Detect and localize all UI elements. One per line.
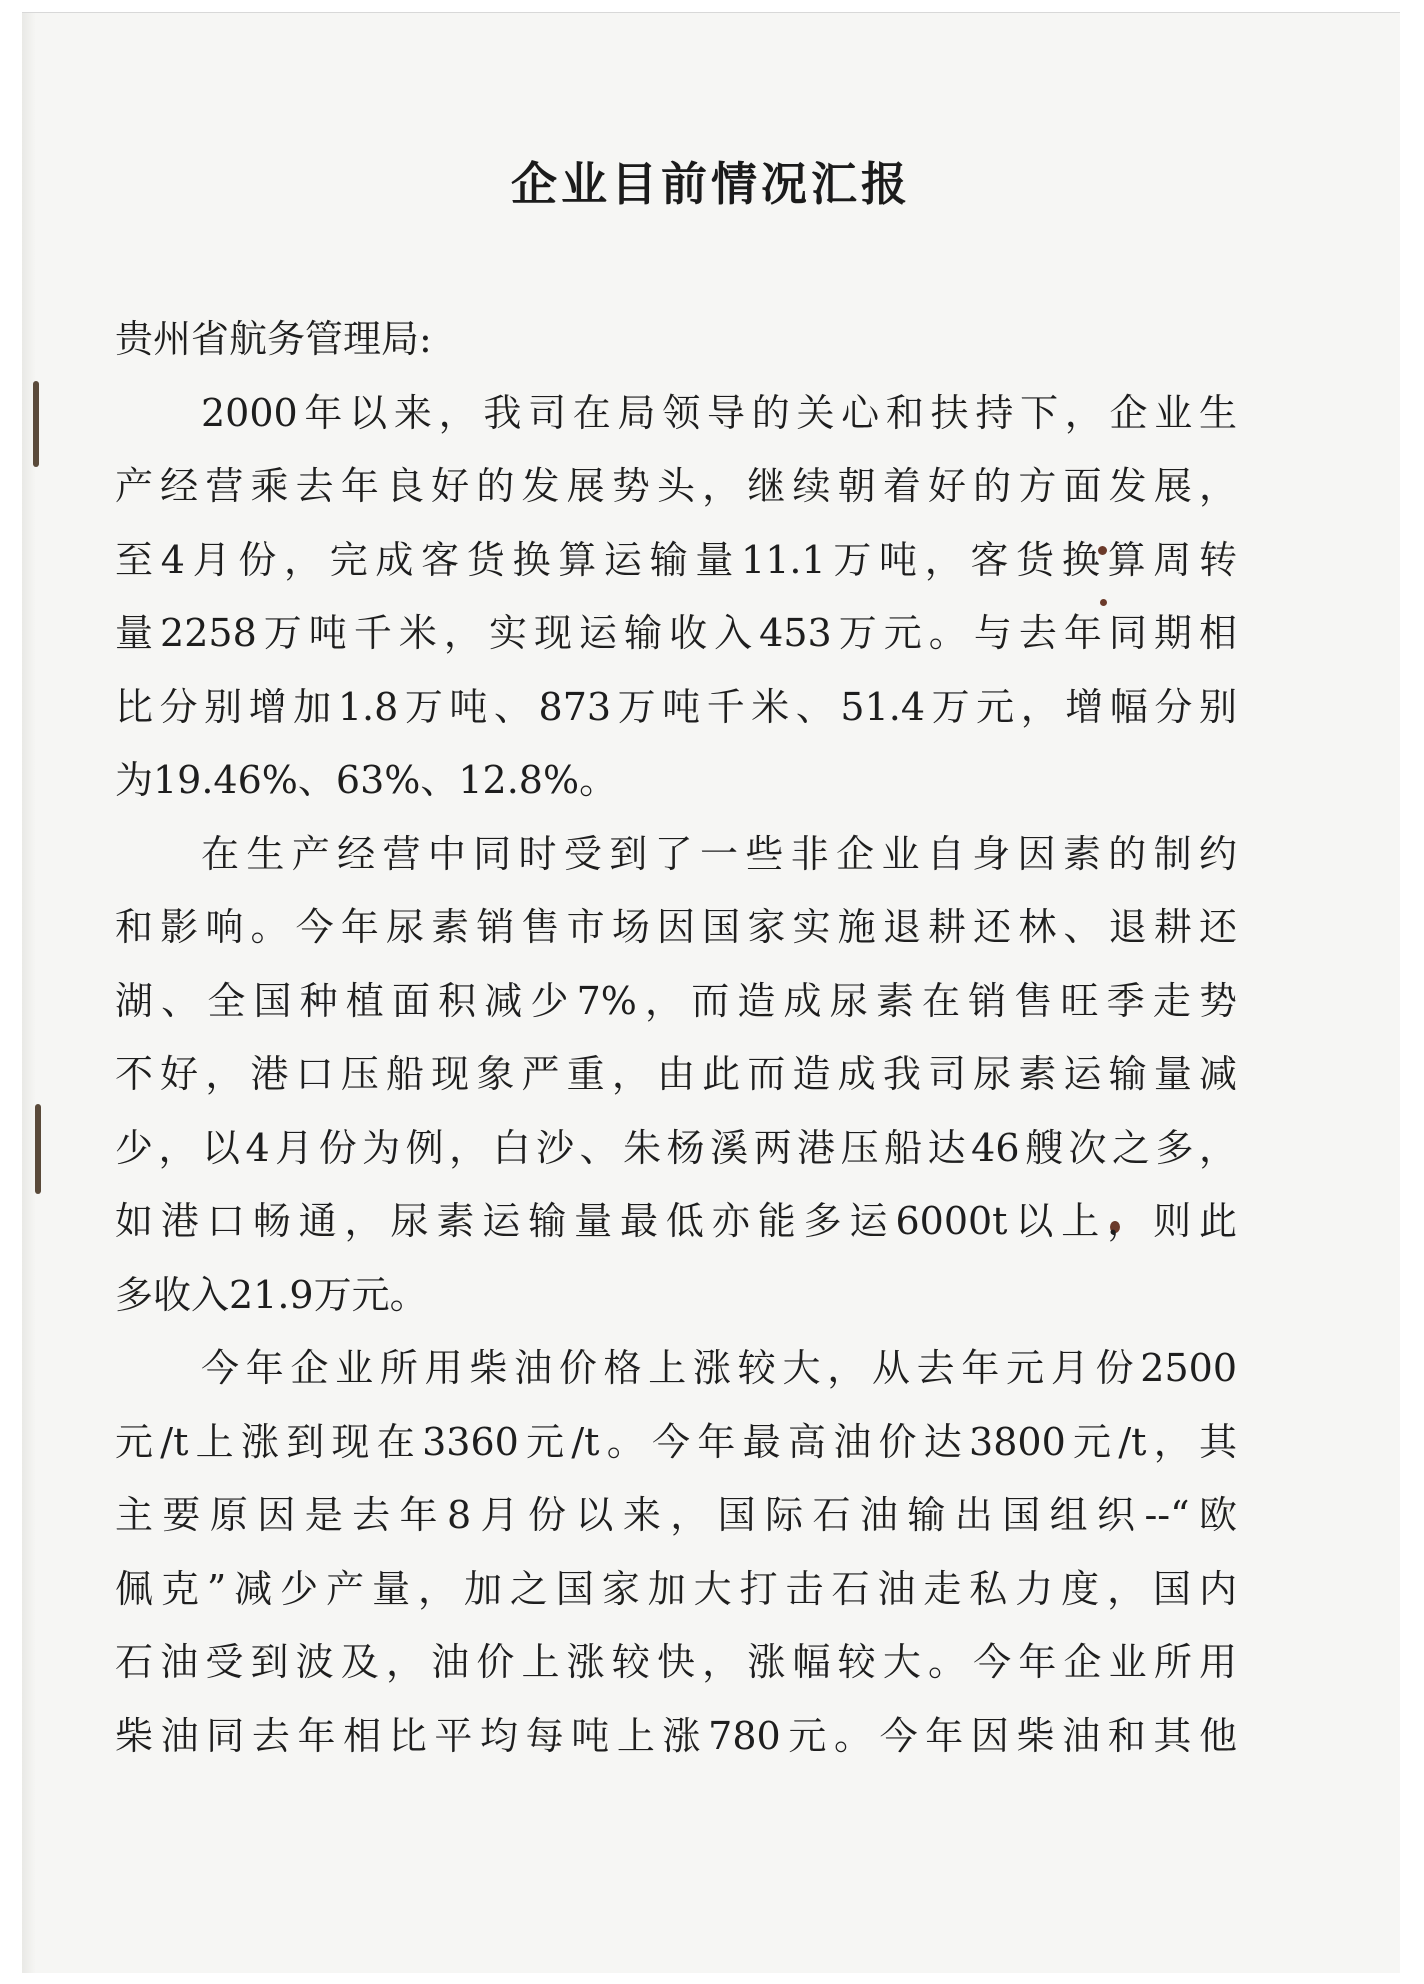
text-line: 比分别增加1.8万吨、873万吨千米、51.4万元，增幅分别 bbox=[115, 684, 1237, 729]
text-line: 主要原因是去年8月份以来，国际石油输出国组织--“欧 bbox=[115, 1493, 1237, 1537]
document-title: 企业目前情况汇报 bbox=[511, 157, 911, 211]
text-line: 产经营乘去年良好的发展势头，继续朝着好的方面发展， bbox=[115, 464, 1237, 508]
text-line: 至4月份，完成客货换算运输量11.1万吨，客货换算周转 bbox=[115, 537, 1237, 582]
text-line: 量2258万吨千米，实现运输收入453万元。与去年同期相 bbox=[115, 611, 1237, 655]
text-line: 在生产经营中同时受到了一些非企业自身因素的制约 bbox=[201, 831, 1237, 876]
text-line: 和影响。今年尿素销售市场因国家实施退耕还林、退耕还 bbox=[115, 905, 1237, 949]
text-line: 不好，港口压船现象严重，由此而造成我司尿素运输量减 bbox=[115, 1052, 1237, 1096]
text-line: 如港口畅通，尿素运输量最低亦能多运6000t以上，则此 bbox=[115, 1199, 1237, 1243]
text-line: 元/t上涨到现在3360元/t。今年最高油价达3800元/t，其 bbox=[115, 1419, 1237, 1464]
document-page bbox=[22, 12, 1400, 1973]
text-line: 石油受到波及，油价上涨较快，涨幅较大。今年企业所用 bbox=[115, 1640, 1237, 1684]
recipient-line: 贵州省航务管理局: bbox=[115, 317, 432, 361]
text-line: 少，以4月份为例，白沙、朱杨溪两港压船达46艘次之多， bbox=[115, 1125, 1237, 1170]
document-body bbox=[115, 303, 1237, 1773]
binding-mark-bottom bbox=[35, 1104, 41, 1194]
text-line: 多收入21.9万元。 bbox=[115, 1272, 428, 1317]
paragraph-2 bbox=[115, 818, 1237, 1333]
text-line: 柴油同去年相比平均每吨上涨780元。今年因柴油和其他 bbox=[115, 1713, 1237, 1758]
binding-mark-top bbox=[33, 381, 39, 467]
paragraph-3 bbox=[115, 1332, 1237, 1773]
page-edge-shadow bbox=[22, 13, 36, 1973]
text-line: 为19.46%、63%、12.8%。 bbox=[115, 758, 618, 802]
paragraph-1 bbox=[115, 377, 1237, 818]
text-line: 湖、全国种植面积减少7%，而造成尿素在销售旺季走势 bbox=[115, 978, 1237, 1023]
text-line: 佩克”减少产量，加之国家加大打击石油走私力度，国内 bbox=[115, 1566, 1237, 1611]
text-line: 今年企业所用柴油价格上涨较大，从去年元月份2500 bbox=[201, 1346, 1237, 1390]
text-line: 2000年以来，我司在局领导的关心和扶持下，企业生 bbox=[201, 390, 1237, 435]
